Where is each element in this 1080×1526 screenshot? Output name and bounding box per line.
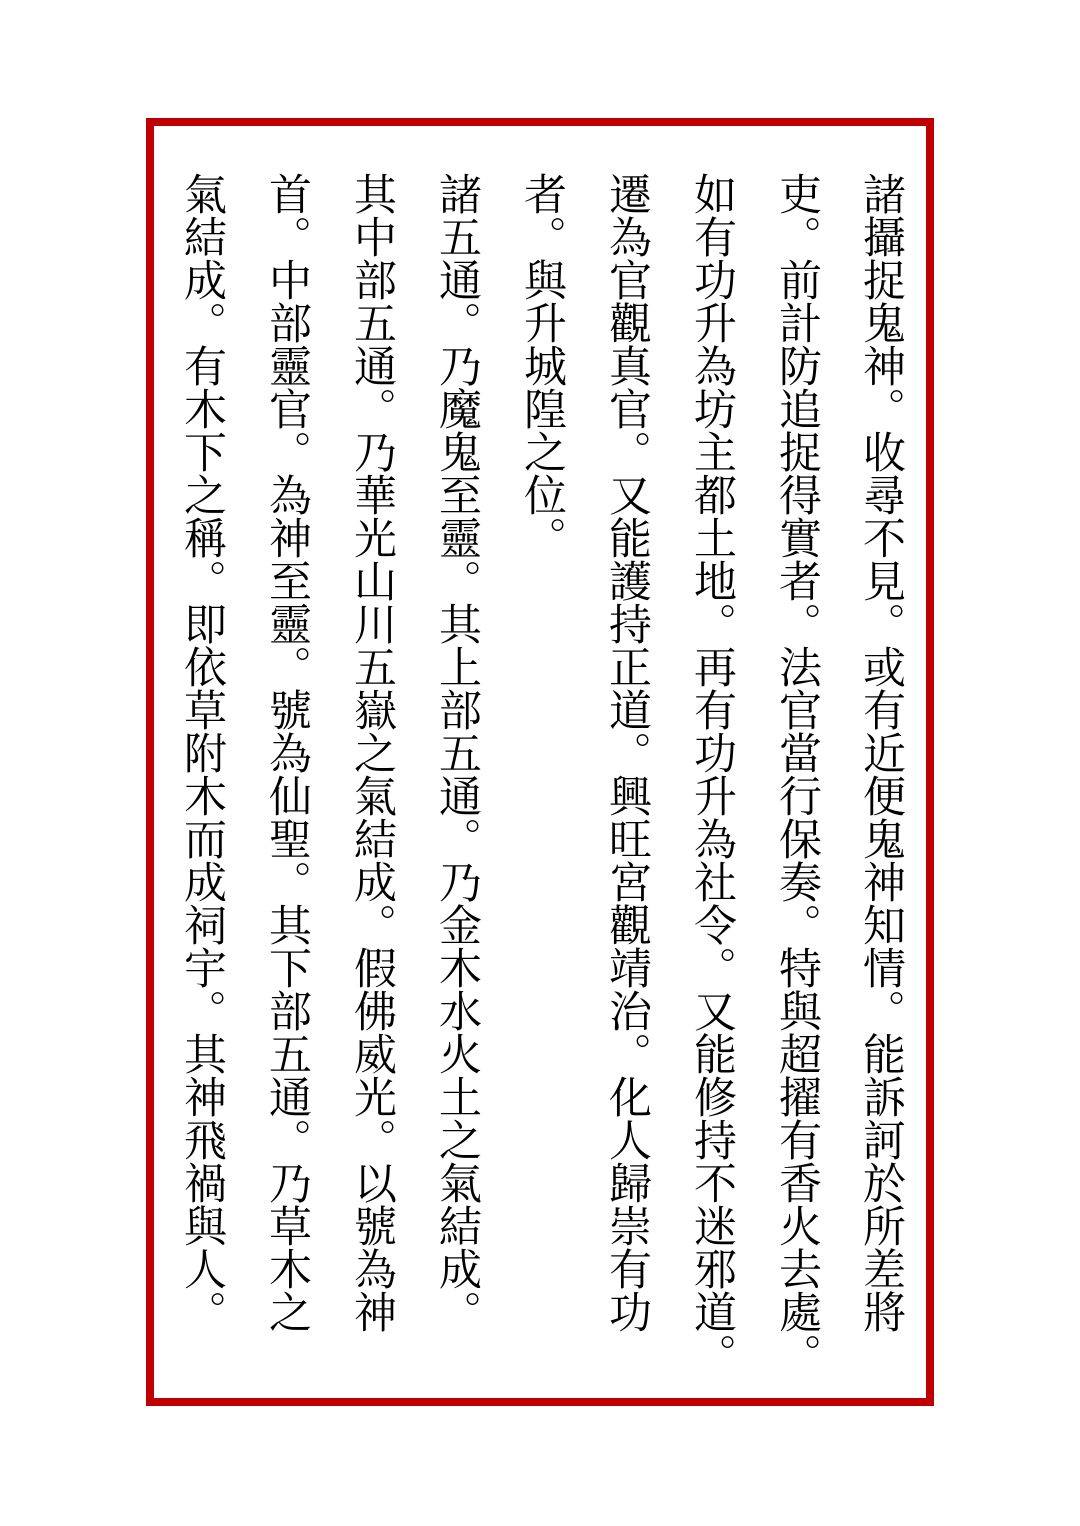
- text-column-9: 氣結成。有木下之稱。即依草附木而成祠宇。其神飛禍與人。: [177, 172, 227, 1333]
- text-column-2: 吏。前計防追捉得實者。法官當行保奏。特與超擢有香火去處。: [772, 172, 822, 1376]
- text-column-8: 首。中部靈官。為神至靈。號為仙聖。其下部五通。乃草木之: [262, 172, 312, 1333]
- page-frame: [146, 118, 934, 1406]
- text-column-1: 諸攝捉鬼神。收尋不見。或有近便鬼神知情。能訴訶於所差將: [856, 172, 906, 1333]
- text-column-5: 者。與升城隍之位。: [517, 172, 567, 559]
- text-column-3: 如有功升為坊主都土地。再有功升為社令。又能修持不迷邪道。: [687, 172, 737, 1376]
- text-column-6: 諸五通。乃魔鬼至靈。其上部五通。乃金木水火土之氣結成。: [432, 172, 482, 1333]
- text-column-7: 其中部五通。乃華光山川五嶽之氣結成。假佛威光。以號為神: [347, 172, 397, 1333]
- text-column-4: 遷為官觀真官。又能護持正道。興旺宮觀靖治。化人歸崇有功: [602, 172, 652, 1333]
